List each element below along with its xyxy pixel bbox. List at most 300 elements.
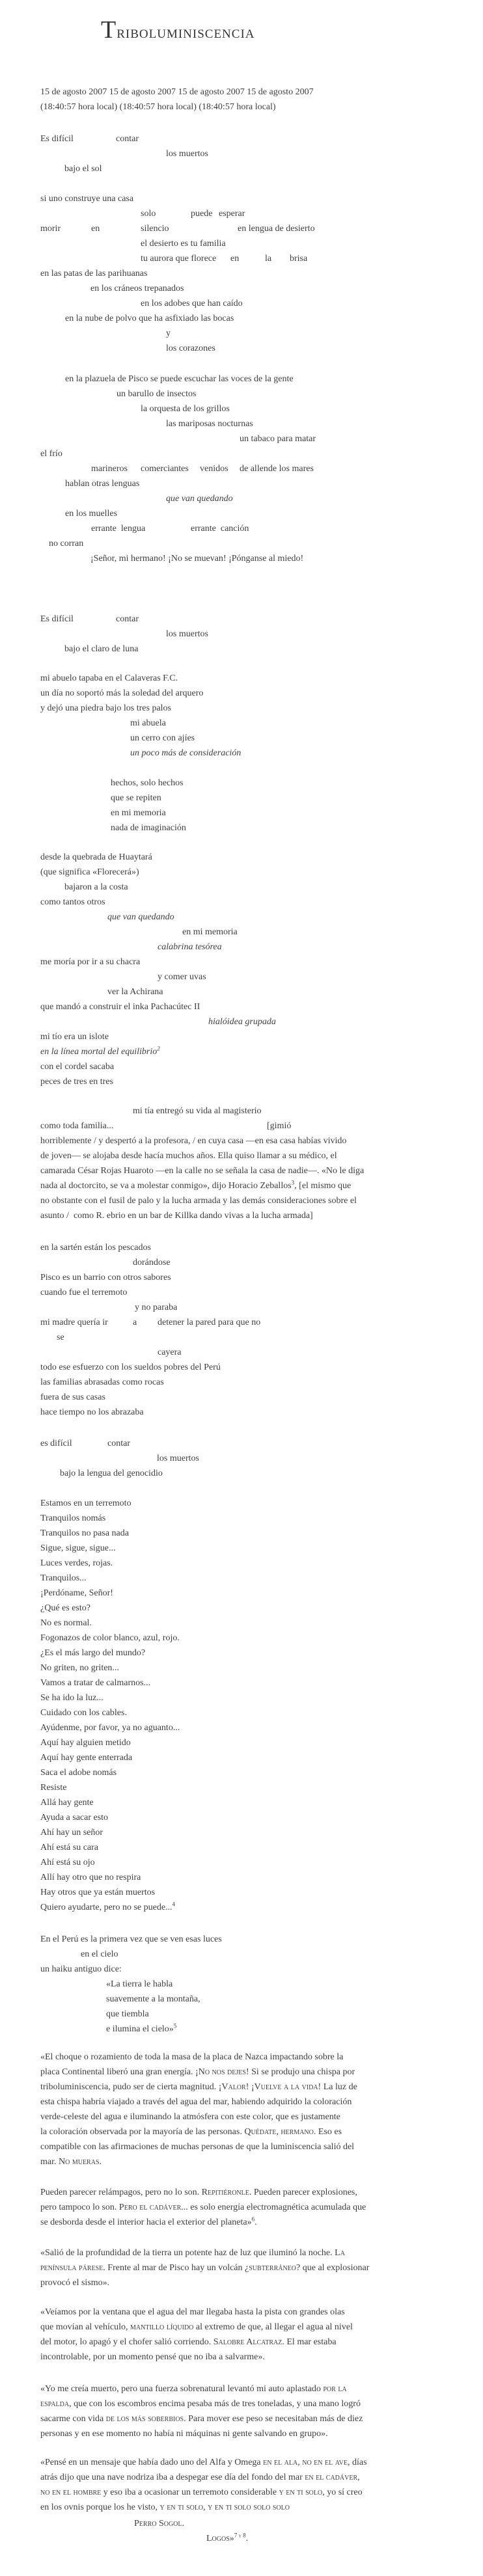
- poem-segment: mi abuelo tapaba en el Calaveras F.C.: [40, 673, 178, 683]
- poem-line: [40, 251, 308, 266]
- poem-line: [40, 401, 230, 416]
- poem-segment: compatible con las afirmaciones de muchas personas de que la luminiscencia salió del: [40, 2142, 355, 2152]
- poem-line: [40, 2350, 353, 2365]
- poem-segment: si uno construye una casa: [40, 194, 134, 204]
- poem-line: [40, 865, 200, 880]
- poem-segment: horriblemente / y despertó a la profesora, / en cuya casa —en esa casa habías vivido: [40, 1136, 347, 1146]
- poem-segment: nada al doctorcito, se va a molestar conmigo», dijo Horacio Zeballos$^3$, [el mismo que: [40, 1179, 352, 1191]
- poem-segment: Ahí está su ojo: [40, 1858, 95, 1867]
- poem-segment: ¡Señor, mi hermano! ¡No se muevan! ¡Pónganse al miedo!: [90, 554, 304, 563]
- poem-line: [40, 671, 203, 686]
- poem-line: [40, 521, 249, 536]
- poem-segment: en mi memoria: [182, 927, 238, 937]
- poem-segment: Allí hay otro que no respira: [40, 1873, 141, 1882]
- poem-line: [40, 1270, 221, 1285]
- poem-segment: la: [265, 254, 272, 264]
- poem-segment: en: [91, 224, 100, 234]
- poem-segment: contar: [107, 1439, 130, 1448]
- poem-segment: silencio: [141, 224, 169, 234]
- poem-line: [40, 2080, 357, 2095]
- poem-segment: «Yo me creía muerto, pero una fuerza sobrenatural levantó mi auto aplastado: [40, 2384, 324, 2394]
- poem-segment: Pero el cadáver...: [118, 2203, 188, 2212]
- poem-line: [40, 206, 245, 221]
- poem-line: [40, 969, 206, 984]
- poem-segment: las familias abrasadas como rocas: [40, 1377, 164, 1387]
- poem-line: [40, 850, 200, 865]
- poem-line: [40, 1390, 221, 1405]
- poem-line: [40, 2200, 366, 2215]
- poem-segment: puede: [191, 209, 213, 219]
- poem-segment: el desierto es tu familia: [141, 239, 226, 249]
- poem-segment: pero tampoco lo son.: [40, 2203, 119, 2212]
- footnote-marker: 4: [172, 1901, 176, 1908]
- poem-segment: en la plazuela de Pisco se puede escuchar las voces de la gente: [65, 374, 294, 384]
- poem-segment: y en ti solo, y en ti solo solo solo: [159, 2502, 290, 2512]
- poem-segment: Frente al mar de Pisco hay un volcán ¿: [105, 2263, 249, 2273]
- poem-line: [40, 2305, 353, 2320]
- poem-line: [40, 491, 233, 506]
- stanza-8: [40, 1104, 364, 1223]
- poem-line: [40, 2022, 222, 2037]
- poem-line: [40, 1825, 180, 1840]
- poem-segment: calabrina tesórea: [158, 942, 222, 952]
- poem-line: [40, 2411, 363, 2426]
- poem-segment: hace tiempo no los abrazaba: [40, 1407, 144, 1417]
- poem-segment: Repitiéronle.: [201, 2188, 252, 2197]
- poem-segment: brisa: [290, 254, 308, 264]
- poem-segment: que tiembla: [106, 2009, 149, 2019]
- poem-segment: nada de imaginación: [111, 823, 186, 833]
- poem-line: [40, 1541, 180, 1556]
- poem-segment: es solo energía electromagnética acumulada que: [187, 2203, 366, 2212]
- poem-segment: los muertos: [166, 629, 208, 639]
- poem-segment: solo: [141, 209, 156, 219]
- poem-line: [40, 326, 171, 341]
- paragraph-4: [40, 2305, 353, 2365]
- poem-segment: en los ovnis porque los he visto,: [40, 2502, 160, 2512]
- poem-segment: ver la Achirana: [107, 987, 163, 997]
- poem-segment: comerciantes: [141, 464, 189, 474]
- poem-segment: ¿Qué es esto?: [40, 1603, 90, 1613]
- poem-segment: en los cráneos trepanados: [90, 284, 184, 293]
- poem-segment: y no paraba: [135, 1303, 178, 1312]
- poem-segment: , días: [347, 2458, 367, 2467]
- poem-line: [40, 416, 253, 431]
- poem-segment: (que significa «Florecerá»): [40, 867, 139, 877]
- poem-line: [40, 1690, 180, 1705]
- poem-line: [40, 476, 140, 491]
- poem-line: [40, 1044, 200, 1059]
- poem-segment: camarada César Rojas Huaroto —en la calle no se señala la casa de nadie—. «No le diga: [40, 1166, 365, 1176]
- poem-segment: la orquesta de los grillos: [141, 404, 230, 414]
- poem-segment: y comer uvas: [158, 972, 206, 982]
- poem-segment: esta chispa habría viajado a través del agua del mar, habiendo adquirido la coloración: [40, 2097, 352, 2107]
- poem-segment: asunto / como R. ebrio en un bar de Killka dando vivas a la lucha armada]: [40, 1211, 313, 1221]
- poem-line: [40, 1750, 180, 1765]
- paragraph-6: [40, 2455, 367, 2515]
- poem-line: [40, 2455, 367, 2470]
- poem-line: [40, 311, 234, 326]
- poem-segment: cayera: [158, 1348, 182, 1357]
- poem-segment: personas y en ese momento no había ni máquinas ni gente salvando en grupo».: [40, 2429, 328, 2439]
- poem-segment: fuera de sus casas: [40, 1392, 105, 1402]
- poem-segment: Tranquilos...: [40, 1573, 87, 1583]
- poem-segment: desde la quebrada de Huaytará: [40, 852, 152, 862]
- poem-line: [40, 2095, 357, 2109]
- poem-line: [40, 1133, 364, 1148]
- poem-segment: morir: [40, 224, 61, 234]
- poem-segment: Sigue, sigue, sigue...: [40, 1543, 116, 1553]
- poem-line: [40, 701, 203, 716]
- poem-line: [40, 266, 147, 281]
- poem-line: [40, 2109, 357, 2124]
- poem-segment: con el cordel sacaba: [40, 1062, 115, 1072]
- poem-segment: Allá hay gente: [40, 1798, 94, 1808]
- poem-segment: hablan otras lenguas: [65, 479, 140, 489]
- poem-segment: placa Continental liberó una gran energía.: [40, 2067, 196, 2077]
- poem-line: [40, 2426, 363, 2441]
- poem-segment: verde-celeste del agua e iluminando la atmósfera con este color, que es justamente: [40, 2112, 340, 2122]
- poem-segment: La: [335, 2248, 345, 2258]
- poem-line: [40, 686, 203, 701]
- poem-line: [40, 1675, 180, 1690]
- poem-line: [40, 1193, 364, 1208]
- poem-segment: un tabaco para matar: [240, 434, 316, 444]
- poem-segment: bajo el sol: [64, 164, 102, 174]
- poem-segment: en la sartén están los pescados: [40, 1243, 151, 1253]
- poem-segment: Pueden parecer explosiones,: [251, 2188, 357, 2197]
- poem-line: [40, 1977, 222, 1992]
- poem-segment: dorándose: [133, 1258, 171, 1268]
- poem-line: [40, 1496, 180, 1511]
- poem-segment: e ilumina el cielo»$^5$: [106, 2022, 177, 2034]
- poem-line: [40, 431, 316, 446]
- poem-segment: Resiste: [40, 1783, 67, 1793]
- poem-line: [40, 1556, 180, 1571]
- poem-line: [40, 1616, 180, 1631]
- poem-line: [40, 1571, 180, 1586]
- poem-segment: de los más soberbios.: [105, 2414, 186, 2424]
- poem-segment: península párese.: [40, 2263, 105, 2273]
- poem-line: [40, 2470, 367, 2485]
- poem-segment: [gimió: [267, 1121, 292, 1131]
- poem-line: [40, 895, 200, 910]
- poem-segment: Aquí hay gente enterrada: [40, 1753, 133, 1763]
- poem-segment: un día no soportó más la soledad del arquero: [40, 688, 204, 698]
- poem-line: [40, 1870, 180, 1885]
- poem-title: Triboluminiscencia: [101, 16, 255, 44]
- poem-segment: contar: [116, 614, 139, 624]
- footnote-marker: 5: [173, 2022, 177, 2029]
- poem-line: [40, 1208, 364, 1223]
- poem-segment: , yo sí creo: [322, 2488, 363, 2497]
- poem-segment: y eso iba a ocasionar un terremoto considerable: [101, 2488, 279, 2497]
- poem-segment: los corazones: [166, 344, 215, 353]
- poem-segment: bajaron a la costa: [64, 882, 128, 892]
- poem-segment: se desborda desde el interior hacia el exterior del planeta»$^6$.: [40, 2216, 257, 2227]
- poem-segment: Hay otros que ya están muertos: [40, 1888, 156, 1897]
- poem-line: [40, 2381, 363, 2396]
- poem-segment: La luz de: [321, 2082, 357, 2092]
- poem-segment: ,: [357, 2473, 360, 2482]
- poem-segment: esperar: [219, 209, 245, 219]
- poem-segment: Para mover ese peso se necesitaban más de diez: [186, 2414, 363, 2424]
- poem-segment: se: [57, 1333, 64, 1342]
- poem-segment: Aquí hay alguien metido: [40, 1738, 131, 1748]
- poem-segment: «Veíamos por la ventana que el agua del mar llegaba hasta la pista con grandes olas: [40, 2307, 345, 2317]
- poem-segment: bajo la lengua del genocidio: [60, 1469, 163, 1478]
- poem-segment: provocó el sismo».: [40, 2278, 110, 2288]
- poem-line: [40, 236, 226, 251]
- poem-line: [40, 1992, 222, 2007]
- poem-line: [40, 446, 62, 461]
- poem-line: [40, 1885, 180, 1900]
- poem-segment: Vamos a tratar de calmarnos...: [40, 1678, 151, 1688]
- poem-segment: ¡Perdóname, Señor!: [40, 1588, 113, 1598]
- poem-line: [40, 1526, 180, 1541]
- poem-segment: no corran: [49, 539, 84, 549]
- poem-segment: Quédate, hermano.: [244, 2127, 316, 2137]
- poem-line: [40, 1178, 364, 1193]
- poem-segment: «Pensé en un mensaje que había dado uno del Alfa y Omega: [40, 2458, 264, 2467]
- poem-line: [40, 2124, 357, 2139]
- poem-segment: que van quedando: [166, 494, 233, 504]
- poem-segment: Pueden parecer relámpagos, pero no lo son.: [40, 2188, 202, 2197]
- poem-line: [40, 746, 242, 761]
- poem-segment: como tantos otros: [40, 897, 105, 907]
- poem-segment: y en ti solo: [279, 2488, 323, 2497]
- poem-segment: «El choque o rozamiento de toda la masa de la placa de Nazca impactando sobre la: [40, 2052, 344, 2062]
- poem-line: [40, 1855, 180, 1870]
- poem-segment: ¿Es el más largo del mundo?: [40, 1648, 146, 1658]
- poem-line: [40, 2396, 363, 2411]
- poem-segment: en lengua de desierto: [238, 224, 315, 234]
- poem-line: [40, 2260, 369, 2275]
- poem-line: [40, 1285, 221, 1300]
- poem-segment: No mueras.: [59, 2157, 102, 2167]
- poem-line: [40, 551, 304, 566]
- poem-segment: detener la pared para que no: [158, 1318, 261, 1327]
- poem-segment: y dejó una piedra bajo los tres palos: [40, 703, 172, 713]
- poem-line: [40, 1375, 221, 1390]
- stanza-3: [40, 372, 316, 566]
- poem-segment: en el cielo: [81, 1949, 118, 1959]
- poem-segment: en mi memoria: [111, 808, 166, 818]
- poem-line: [40, 1947, 222, 1962]
- poem-segment: en el ala, no en el ave: [263, 2458, 348, 2467]
- poem-line: [40, 1631, 180, 1646]
- poem-line: [40, 1661, 180, 1675]
- poem-segment: Estamos en un terremoto: [40, 1498, 131, 1508]
- poem-line: [40, 1163, 364, 1178]
- poem-segment: Ayúdenme, por favor, ya no aguanto...: [40, 1723, 180, 1733]
- poem-segment: Si se produjo una chispa por: [249, 2067, 355, 2077]
- poem-segment: subterráneo: [249, 2263, 297, 2273]
- poem-line: [40, 1315, 261, 1330]
- poem-line: [40, 1586, 180, 1601]
- poem-segment: en el cadáver: [305, 2473, 358, 2482]
- poem-segment: en la línea mortal del equilibrio$^2$: [40, 1045, 160, 1057]
- poem-line: [40, 940, 222, 955]
- poem-line: [40, 1330, 221, 1345]
- poem-segment: sacarme con vida: [40, 2414, 106, 2424]
- poem-line: [40, 2215, 366, 2230]
- poem-segment: como toda familia...: [40, 1121, 114, 1131]
- poem-line: [40, 2139, 357, 2154]
- footnote-marker: 7 y 8: [234, 2532, 246, 2539]
- poem-segment: que se repiten: [111, 793, 161, 803]
- poem-segment: Es difícil: [40, 134, 74, 144]
- poem-segment: Ahí está su cara: [40, 1843, 99, 1852]
- poem-line: [40, 1345, 221, 1360]
- poem-line: [40, 1059, 200, 1074]
- poem-segment: Tranquilos nomás: [40, 1513, 106, 1523]
- poem-line: [40, 955, 200, 969]
- poem-segment: Perro Sogol.: [134, 2519, 185, 2529]
- poem-segment: Se ha ido la luz...: [40, 1693, 104, 1703]
- poem-segment: me moría por ir a su chacra: [40, 957, 141, 967]
- poem-segment: la coloración observada por la mayoría de las personas.: [40, 2127, 245, 2137]
- poem-segment: todo ese esfuerzo con los sueldos pobres del Perú: [40, 1363, 221, 1372]
- poem-line: [40, 1780, 180, 1795]
- poem-segment: «La tierra le habla: [106, 1979, 173, 1989]
- poem-line: [40, 1900, 180, 1915]
- poem-segment: en las patas de las parihuanas: [40, 269, 148, 278]
- poem-segment: el frío: [40, 449, 62, 459]
- poem-segment: que movían al vehículo,: [40, 2322, 131, 2332]
- poem-segment: mar.: [40, 2157, 59, 2167]
- footnote-marker: 2: [157, 1045, 160, 1052]
- poem-segment: no obstante con el fusil de palo y la lucha armada y las demás consideraciones sobre el: [40, 1196, 357, 1206]
- poem-segment: mi abuela: [130, 718, 166, 728]
- poem-line: [40, 341, 215, 356]
- poem-segment: un poco más de consideración: [130, 748, 242, 758]
- poem-segment: que mandó a construir el inka Pachacútec II: [40, 1002, 200, 1012]
- stanza-7: [40, 850, 276, 1089]
- poem-segment: contar: [116, 134, 139, 144]
- poem-segment: incontrolable, por un momento pensé que no iba a salvarme».: [40, 2352, 265, 2362]
- poem-segment: Tranquilos no pasa nada: [40, 1528, 129, 1538]
- poem-line: [40, 925, 238, 940]
- poem-line: [40, 1029, 200, 1044]
- poem-line: [40, 1810, 180, 1825]
- poem-segment: a: [133, 1318, 137, 1327]
- poem-line: [40, 1720, 180, 1735]
- poem-segment: en los adobes que han caído: [141, 299, 243, 308]
- poem-segment: los muertos: [166, 149, 208, 159]
- poem-line: [40, 1104, 364, 1119]
- poem-segment: por la: [323, 2384, 347, 2394]
- poem-segment: mi tía entregó su vida al magisterio: [133, 1106, 262, 1116]
- poem-line: [40, 1405, 221, 1420]
- poem-segment: Luces verdes, rojas.: [40, 1558, 113, 1568]
- poem-segment: un barullo de insectos: [117, 389, 197, 399]
- poem-segment: Ahí hay un señor: [40, 1828, 104, 1837]
- poem-line: [40, 2275, 369, 2290]
- poem-segment: de allende los mares: [240, 464, 314, 474]
- footnote-marker: 6: [251, 2216, 255, 2223]
- poem-line: [40, 1360, 221, 1375]
- poem-line: [40, 1255, 221, 1270]
- poem-line: [40, 506, 118, 521]
- poem-segment: Eso es: [316, 2127, 342, 2137]
- poem-line: [40, 281, 184, 296]
- footnote-marker: 3: [291, 1179, 295, 1186]
- poem-segment: atrás dijo que una nave nodriza iba a despegar ese día del fondo del mar: [40, 2473, 305, 2482]
- stanza-12: [40, 1932, 222, 2037]
- poem-segment: En el Perú es la primera vez que se ven esas luces: [40, 1934, 222, 1944]
- poem-line: [40, 731, 203, 746]
- poem-segment: marineros: [91, 464, 128, 474]
- poem-segment: hechos, solo hechos: [111, 778, 184, 788]
- poem-line: [40, 910, 200, 925]
- poem-segment: bajo el claro de luna: [64, 644, 139, 654]
- poem-segment: venidos: [200, 464, 228, 474]
- poem-segment: en los muelles: [65, 509, 118, 519]
- poem-line: [40, 296, 243, 311]
- poem-segment: en la nube de polvo que ha asfixiado las bocas: [65, 314, 234, 323]
- poem-segment: un cerro con ajíes: [130, 733, 195, 743]
- poem-segment: Salobre Alcatraz.: [213, 2337, 284, 2347]
- poem-segment: ¡No nos dejes!: [195, 2067, 249, 2077]
- poem-segment: tu aurora que florece: [141, 254, 217, 264]
- poem-segment: un haiku antiguo dice:: [40, 1964, 122, 1974]
- poem-segment: mi madre quería ir: [40, 1318, 108, 1327]
- poem-segment: , que con los escombros encima pesaba más de tres toneladas, y una mano logró: [69, 2399, 361, 2409]
- poem-segment: «Salió de la profundidad de la tierra un potente haz de luz que iluminó la noche.: [40, 2248, 335, 2258]
- poem-line: [40, 1511, 180, 1526]
- poem-segment: Fogonazos de color blanco, azul, rojo.: [40, 1633, 180, 1643]
- poem-line: [40, 1601, 180, 1616]
- date-line: 15 de agosto 2007 15 de agosto 2007 15 de agosto 2007 15 de agosto 2007: [40, 87, 314, 97]
- poem-segment: mantillo líquido: [130, 2322, 194, 2332]
- poem-line: [40, 2050, 357, 2065]
- poem-line: [40, 1765, 180, 1780]
- poem-segment: Cuidado con los cables.: [40, 1708, 127, 1718]
- poem-line: [40, 1646, 180, 1661]
- poem-segment: Saca el adobe nomás: [40, 1768, 117, 1778]
- poem-line: [40, 2500, 367, 2515]
- poem-line: [40, 1735, 180, 1750]
- poem-segment: errante canción: [191, 524, 249, 534]
- poem-line: [40, 2154, 357, 2169]
- poem-segment: El mar estaba: [284, 2337, 337, 2347]
- poem-segment: Quiero ayudarte, pero no se puede...$^4$: [40, 1901, 176, 1912]
- poem-line: [40, 372, 294, 386]
- poem-line: [40, 2320, 353, 2335]
- poem-segment: del motor, lo apagó y el chofer salió corriendo.: [40, 2337, 214, 2347]
- poem-line: [40, 1014, 276, 1029]
- poem-segment: No es normal.: [40, 1618, 92, 1628]
- poem-segment: de joven— se alojaba desde hacía muchos años. Ella quiso llamar a su médico, el: [40, 1151, 337, 1161]
- poem-line: [40, 1795, 180, 1810]
- poem-line: [40, 2185, 366, 2200]
- poem-segment: que van quedando: [107, 912, 174, 922]
- poem-line: [40, 2007, 222, 2022]
- poem-segment: en: [230, 254, 240, 264]
- poem-segment: al extremo de que, al llegar el agua al nivel: [193, 2322, 353, 2332]
- poem-line: [40, 999, 200, 1014]
- poem-line: [40, 191, 147, 206]
- poem-line: [40, 880, 200, 895]
- stanza-11: [40, 1496, 180, 1915]
- poem-line: [40, 1074, 200, 1089]
- poem-line: [40, 716, 203, 731]
- poem-segment: los muertos: [157, 1454, 199, 1463]
- paragraph-1: [40, 2050, 357, 2169]
- poem-line: [40, 1240, 221, 1255]
- poem-segment: Es difícil: [40, 614, 74, 624]
